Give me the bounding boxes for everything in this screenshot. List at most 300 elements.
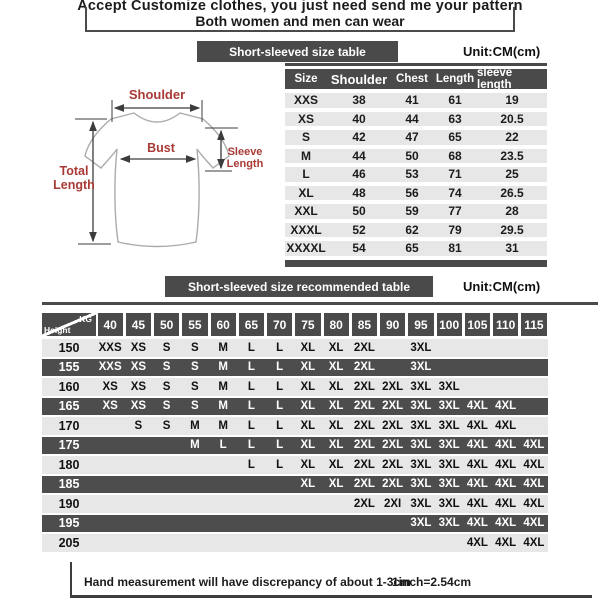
recommended-size-cell: 2XL <box>353 497 375 510</box>
size-value-cell: 53 <box>405 167 419 182</box>
recommended-size-cell <box>209 476 237 494</box>
size-value-cell: 31 <box>505 241 519 256</box>
recommended-size-cell: 4XL <box>466 400 488 413</box>
recommended-size-cell <box>96 515 124 533</box>
size-value-cell: 77 <box>448 204 462 219</box>
size-value-cell: 56 <box>405 185 419 200</box>
weight-header-cell <box>463 313 491 336</box>
weight-header-label: 100 <box>437 313 462 336</box>
recommended-size-cell <box>266 534 294 552</box>
recommended-size-cell: 2XL <box>382 439 404 452</box>
weight-header-cell <box>124 313 152 336</box>
size-table-row <box>285 130 547 145</box>
recommended-table-body <box>42 339 548 552</box>
size-value-cell: 28 <box>505 204 519 219</box>
size-value-cell: 65 <box>405 241 419 256</box>
recommended-size-cell: L <box>276 439 284 452</box>
recommended-size-cell: 4XL <box>466 497 488 510</box>
recommended-table-row <box>42 534 548 552</box>
recommended-size-cell: 3XL <box>438 497 460 510</box>
recommended-table-unit: Unit:CM(cm) <box>463 279 541 294</box>
recommended-size-cell: S <box>191 400 199 413</box>
recommended-size-cell: 4XL <box>495 439 517 452</box>
recommended-size-cell: 2XL <box>353 361 375 374</box>
recommended-size-cell: 3XL <box>438 517 460 530</box>
recommended-size-cell: 4XL <box>495 478 517 491</box>
recommended-size-cell: 2XL <box>382 419 404 432</box>
size-value-cell: 41 <box>405 93 419 108</box>
height-label-cell: 150 <box>58 340 80 355</box>
weight-header-label: 115 <box>521 313 546 336</box>
size-value-cell: 71 <box>448 167 462 182</box>
footer-note: Hand measurement will have discrepancy of about 1-3cm <box>84 575 411 589</box>
recommended-size-cell <box>124 437 152 455</box>
weight-header-cell <box>435 313 463 336</box>
weight-header-label: 50 <box>154 313 179 336</box>
recommended-size-cell: 4XL <box>466 517 488 530</box>
recommended-table-row <box>42 456 548 474</box>
weight-header-label: 105 <box>465 313 490 336</box>
bust-label: Bust <box>147 141 175 155</box>
recommended-size-cell <box>492 359 520 377</box>
recommended-size-cell: XL <box>300 458 316 471</box>
size-table-top-rule <box>285 63 547 66</box>
size-value-cell: 62 <box>405 222 419 237</box>
recommended-size-cell <box>379 515 407 533</box>
size-label-cell: L <box>302 167 310 182</box>
recommended-table-header-row <box>42 313 548 336</box>
recommended-size-cell: 2XL <box>382 458 404 471</box>
weight-header-cell <box>209 313 237 336</box>
recommended-size-cell <box>435 339 463 357</box>
recommended-size-cell <box>379 534 407 552</box>
recommended-size-cell <box>294 495 322 513</box>
recommended-size-cell: 4XL <box>495 536 517 549</box>
size-col-header: Length <box>435 73 475 85</box>
recommended-size-cell <box>520 398 548 416</box>
size-label-cell: XXXL <box>290 222 322 237</box>
recommended-size-cell <box>96 456 124 474</box>
weight-header-label: 110 <box>493 313 518 336</box>
recommended-size-cell: M <box>218 380 228 393</box>
recommended-size-cell: S <box>191 341 199 354</box>
height-label-cell: 180 <box>58 457 80 472</box>
size-value-cell: 26.5 <box>500 185 524 200</box>
recommended-size-cell: XL <box>328 478 344 491</box>
weight-header-label: 95 <box>408 313 433 336</box>
recommended-size-cell: 3XL <box>410 341 432 354</box>
size-value-cell: 44 <box>352 148 366 163</box>
recommended-size-cell: 4XL <box>466 536 488 549</box>
size-table-unit: Unit:CM(cm) <box>463 44 541 59</box>
recommended-size-cell: 3XL <box>410 380 432 393</box>
recommended-size-cell: S <box>162 380 171 393</box>
size-value-cell: 23.5 <box>500 148 524 163</box>
shirt-measurement-diagram <box>45 83 280 268</box>
recommended-size-cell <box>322 515 350 533</box>
recommended-size-cell: S <box>134 419 143 432</box>
weight-header-cell <box>407 313 435 336</box>
recommended-size-cell <box>181 495 209 513</box>
recommended-table-row <box>42 359 548 377</box>
size-value-cell: 25 <box>505 167 519 182</box>
recommended-size-cell: 4XL <box>495 517 517 530</box>
recommended-size-cell <box>96 534 124 552</box>
section-divider-rule <box>42 302 598 305</box>
recommended-size-cell <box>322 534 350 552</box>
size-value-cell: 52 <box>352 222 366 237</box>
height-label-cell: 195 <box>58 516 80 531</box>
weight-header-label: 80 <box>324 313 349 336</box>
recommended-size-cell: M <box>218 341 228 354</box>
size-label-cell: S <box>301 130 310 145</box>
height-label-cell: 175 <box>58 438 80 453</box>
recommended-size-cell: 2XI <box>383 497 402 510</box>
recommended-size-cell: 4XL <box>466 439 488 452</box>
tshirt-outline <box>85 113 229 247</box>
recommended-size-cell <box>266 495 294 513</box>
recommended-size-cell <box>96 495 124 513</box>
recommended-size-cell <box>463 339 491 357</box>
weight-header-cell <box>322 313 350 336</box>
size-value-cell: 20.5 <box>500 111 524 126</box>
height-label-cell: 165 <box>58 399 80 414</box>
recommended-size-cell: XL <box>328 361 344 374</box>
recommended-size-cell: L <box>276 419 284 432</box>
recommended-table-row <box>42 339 548 357</box>
size-value-cell: 59 <box>405 204 419 219</box>
recommended-table-heading: Short-sleeved size recommended table <box>165 276 433 297</box>
recommended-size-cell: 3XL <box>410 439 432 452</box>
recommended-table-row <box>42 417 548 435</box>
sleeve-length-label-2: Length <box>226 158 264 170</box>
recommended-size-cell <box>435 534 463 552</box>
recommended-size-cell: 3XL <box>438 478 460 491</box>
weight-header-label: 45 <box>126 313 151 336</box>
recommended-size-cell <box>294 515 322 533</box>
recommended-size-cell: 3XL <box>410 400 432 413</box>
recommended-size-cell: XL <box>328 341 344 354</box>
corner-kg-label: KG <box>79 314 92 324</box>
recommended-size-cell <box>153 456 181 474</box>
size-value-cell: 81 <box>448 241 462 256</box>
recommended-size-cell <box>266 515 294 533</box>
recommended-size-cell: L <box>247 400 255 413</box>
recommended-size-cell: L <box>247 380 255 393</box>
recommended-size-cell: XL <box>300 439 316 452</box>
recommended-size-cell: 2XL <box>353 419 375 432</box>
size-col-header: Chest <box>396 73 428 85</box>
recommended-size-cell <box>237 515 265 533</box>
size-value-cell: 47 <box>405 130 419 145</box>
size-value-cell: 22 <box>505 130 519 145</box>
weight-header-cell <box>266 313 294 336</box>
size-table-row <box>285 149 547 164</box>
recommended-size-cell <box>124 456 152 474</box>
size-value-cell: 65 <box>448 130 462 145</box>
size-table-row <box>285 223 547 238</box>
recommended-size-cell: L <box>219 439 227 452</box>
recommended-size-cell: M <box>190 419 200 432</box>
recommended-size-cell <box>350 534 378 552</box>
size-col-header: sleeve length <box>477 67 513 91</box>
banner-line1: Accept Customize clothes, you just need send me your pattern <box>77 0 523 14</box>
weight-header-cell <box>492 313 520 336</box>
recommended-size-cell: 3XL <box>438 458 460 471</box>
size-table-row <box>285 186 547 201</box>
recommended-size-cell: S <box>162 361 171 374</box>
recommended-size-cell: 3XL <box>410 497 432 510</box>
recommended-size-cell <box>124 476 152 494</box>
recommended-size-cell: XXS <box>98 341 122 354</box>
recommended-size-cell: 3XL <box>410 361 432 374</box>
recommended-size-cell: 2XL <box>382 478 404 491</box>
recommended-size-cell: 4XL <box>495 497 517 510</box>
recommended-size-cell: XL <box>300 341 316 354</box>
recommended-size-cell: XL <box>300 380 316 393</box>
recommended-size-cell: 4XL <box>523 536 545 549</box>
recommended-size-cell: M <box>218 361 228 374</box>
weight-header-label: 70 <box>267 313 292 336</box>
footer-conversion: 1inch=2.54cm <box>392 575 472 589</box>
recommended-size-cell: 2XL <box>353 439 375 452</box>
recommended-size-cell: XL <box>328 400 344 413</box>
recommended-size-cell: 2XL <box>353 341 375 354</box>
recommended-size-cell <box>181 534 209 552</box>
corner-height-label: Height <box>44 325 71 335</box>
recommended-size-cell <box>379 339 407 357</box>
recommended-size-cell: M <box>218 419 228 432</box>
recommended-size-cell: M <box>190 439 200 452</box>
total-length-label-2: Length <box>53 178 95 192</box>
recommended-size-cell: L <box>247 361 255 374</box>
recommended-size-cell: XL <box>300 361 316 374</box>
weight-header-cell <box>379 313 407 336</box>
recommended-size-cell: XL <box>300 419 316 432</box>
recommended-size-cell: 3XL <box>410 419 432 432</box>
recommended-size-cell: L <box>247 439 255 452</box>
weight-header-cell <box>520 313 548 336</box>
recommended-size-cell <box>209 456 237 474</box>
recommended-size-cell: L <box>276 341 284 354</box>
recommended-size-cell <box>463 359 491 377</box>
size-label-cell: XL <box>298 185 314 200</box>
recommended-size-cell: 4XL <box>495 458 517 471</box>
recommended-size-cell: 4XL <box>523 458 545 471</box>
size-table-row <box>285 167 547 182</box>
size-value-cell: 19 <box>505 93 519 108</box>
banner-line2: Both women and men can wear <box>195 13 405 29</box>
recommended-size-cell: 3XL <box>410 517 432 530</box>
recommended-table-row <box>42 437 548 455</box>
recommended-size-cell: 4XL <box>523 478 545 491</box>
recommended-size-cell: 2XL <box>353 380 375 393</box>
recommended-size-cell: XS <box>130 361 147 374</box>
size-value-cell: 74 <box>448 185 462 200</box>
recommended-size-cell: S <box>191 380 199 393</box>
size-table-row <box>285 241 547 256</box>
recommended-size-cell <box>463 378 491 396</box>
recommended-size-cell: S <box>162 419 171 432</box>
weight-header-label: 65 <box>239 313 264 336</box>
size-value-cell: 42 <box>352 130 366 145</box>
size-value-cell: 48 <box>352 185 366 200</box>
recommended-size-cell: L <box>276 458 284 471</box>
recommended-size-cell <box>153 534 181 552</box>
recommended-size-cell: 2XL <box>382 380 404 393</box>
recommended-size-cell <box>209 495 237 513</box>
height-label-cell: 190 <box>58 496 80 511</box>
height-label-cell: 160 <box>58 379 80 394</box>
size-value-cell: 68 <box>448 148 462 163</box>
recommended-size-cell: XL <box>328 419 344 432</box>
weight-header-cell <box>237 313 265 336</box>
recommended-size-cell: 2XL <box>353 478 375 491</box>
recommended-size-cell: L <box>247 458 255 471</box>
recommended-size-cell <box>237 476 265 494</box>
size-value-cell: 29.5 <box>500 222 524 237</box>
size-value-cell: 63 <box>448 111 462 126</box>
recommended-size-cell: 4XL <box>495 419 517 432</box>
recommended-size-cell <box>96 437 124 455</box>
recommended-size-cell <box>492 378 520 396</box>
recommended-size-cell: S <box>162 341 171 354</box>
recommended-size-cell: S <box>162 400 171 413</box>
size-table-row <box>285 204 547 219</box>
size-table-row <box>285 112 547 127</box>
weight-header-cell <box>350 313 378 336</box>
recommended-size-cell <box>124 534 152 552</box>
recommended-table-row <box>42 476 548 494</box>
recommended-size-cell <box>153 437 181 455</box>
size-label-cell: XS <box>297 111 314 126</box>
recommended-size-cell: 2XL <box>382 400 404 413</box>
recommended-size-cell <box>266 476 294 494</box>
recommended-size-cell: L <box>247 419 255 432</box>
recommended-size-cell: 4XL <box>523 439 545 452</box>
size-table-heading: Short-sleeved size table <box>197 41 398 62</box>
size-table-body <box>285 93 547 256</box>
recommended-size-cell <box>181 476 209 494</box>
recommended-size-cell: 4XL <box>523 517 545 530</box>
recommended-size-cell: 3XL <box>410 478 432 491</box>
size-value-cell: 61 <box>448 93 462 108</box>
weight-header-cell <box>153 313 181 336</box>
size-value-cell: 38 <box>352 93 366 108</box>
recommended-size-cell: 4XL <box>523 497 545 510</box>
size-value-cell: 79 <box>448 222 462 237</box>
size-value-cell: 44 <box>405 111 419 126</box>
weight-header-label: 60 <box>211 313 236 336</box>
recommended-size-cell: XS <box>130 380 147 393</box>
size-label-cell: XXS <box>293 93 318 108</box>
recommended-size-cell: XL <box>328 458 344 471</box>
recommended-size-cell: 4XL <box>466 458 488 471</box>
recommended-size-cell <box>350 515 378 533</box>
recommended-size-cell: XS <box>130 341 147 354</box>
recommended-size-cell <box>407 534 435 552</box>
size-label-cell: XXXXL <box>286 241 326 256</box>
weight-header-label: 75 <box>295 313 320 336</box>
recommended-size-cell <box>124 495 152 513</box>
recommended-size-cell <box>520 378 548 396</box>
height-label-cell: 155 <box>58 360 80 375</box>
weight-header-label: 55 <box>182 313 207 336</box>
recommended-size-cell: XL <box>300 400 316 413</box>
size-value-cell: 50 <box>352 204 366 219</box>
recommended-size-cell: 3XL <box>438 439 460 452</box>
recommended-size-cell: 4XL <box>466 478 488 491</box>
recommended-size-cell: 2XL <box>353 458 375 471</box>
size-col-header: Shoulder <box>330 71 388 87</box>
recommended-size-cell: 3XL <box>438 419 460 432</box>
weight-header-cell <box>96 313 124 336</box>
height-label-cell: 185 <box>58 477 80 492</box>
recommended-size-cell <box>96 417 124 435</box>
recommended-size-cell <box>294 534 322 552</box>
recommended-size-cell <box>124 515 152 533</box>
recommended-size-cell <box>153 476 181 494</box>
recommended-size-cell <box>153 515 181 533</box>
recommended-size-cell: 3XL <box>438 400 460 413</box>
weight-header-label: 40 <box>98 313 123 336</box>
recommended-size-cell: 3XL <box>438 380 460 393</box>
height-label-cell: 170 <box>58 418 80 433</box>
recommended-size-cell: 4XL <box>495 400 517 413</box>
recommended-table-row <box>42 495 548 513</box>
recommended-size-cell <box>435 359 463 377</box>
size-label-cell: M <box>301 148 311 163</box>
weight-header-cell <box>181 313 209 336</box>
recommended-size-cell <box>181 515 209 533</box>
recommended-size-cell: 2XL <box>353 400 375 413</box>
size-value-cell: 40 <box>352 111 366 126</box>
size-label-cell: XXL <box>294 204 318 219</box>
recommended-size-cell <box>153 495 181 513</box>
recommended-size-cell <box>237 534 265 552</box>
recommended-size-cell: L <box>247 341 255 354</box>
sleeve-length-label-1: Sleeve <box>227 146 263 158</box>
recommended-table-row <box>42 378 548 396</box>
recommended-size-cell: XS <box>130 400 147 413</box>
recommended-table-row <box>42 398 548 416</box>
weight-header-label: 85 <box>352 313 377 336</box>
recommended-size-cell: XL <box>328 380 344 393</box>
height-label-cell: 205 <box>58 535 80 550</box>
recommended-size-cell <box>322 495 350 513</box>
total-length-label-1: Total <box>59 164 89 178</box>
recommended-size-cell: XS <box>102 400 118 413</box>
recommended-size-cell: XXS <box>98 361 122 374</box>
weight-header-cell <box>294 313 322 336</box>
recommended-size-cell <box>379 359 407 377</box>
recommended-size-cell <box>520 417 548 435</box>
kg-height-corner-cell <box>42 313 96 336</box>
recommended-size-cell: M <box>218 400 228 413</box>
recommended-size-cell: L <box>276 400 284 413</box>
recommended-size-cell: XL <box>300 478 316 491</box>
recommended-size-cell <box>181 456 209 474</box>
recommended-size-cell: 4XL <box>466 419 488 432</box>
recommended-size-cell <box>520 359 548 377</box>
size-value-cell: 54 <box>352 241 366 256</box>
weight-header-label: 90 <box>380 313 405 336</box>
recommended-size-cell: 3XL <box>410 458 432 471</box>
size-table-row <box>285 93 547 108</box>
recommended-size-cell <box>492 339 520 357</box>
recommended-size-cell <box>520 339 548 357</box>
recommended-size-cell <box>237 495 265 513</box>
